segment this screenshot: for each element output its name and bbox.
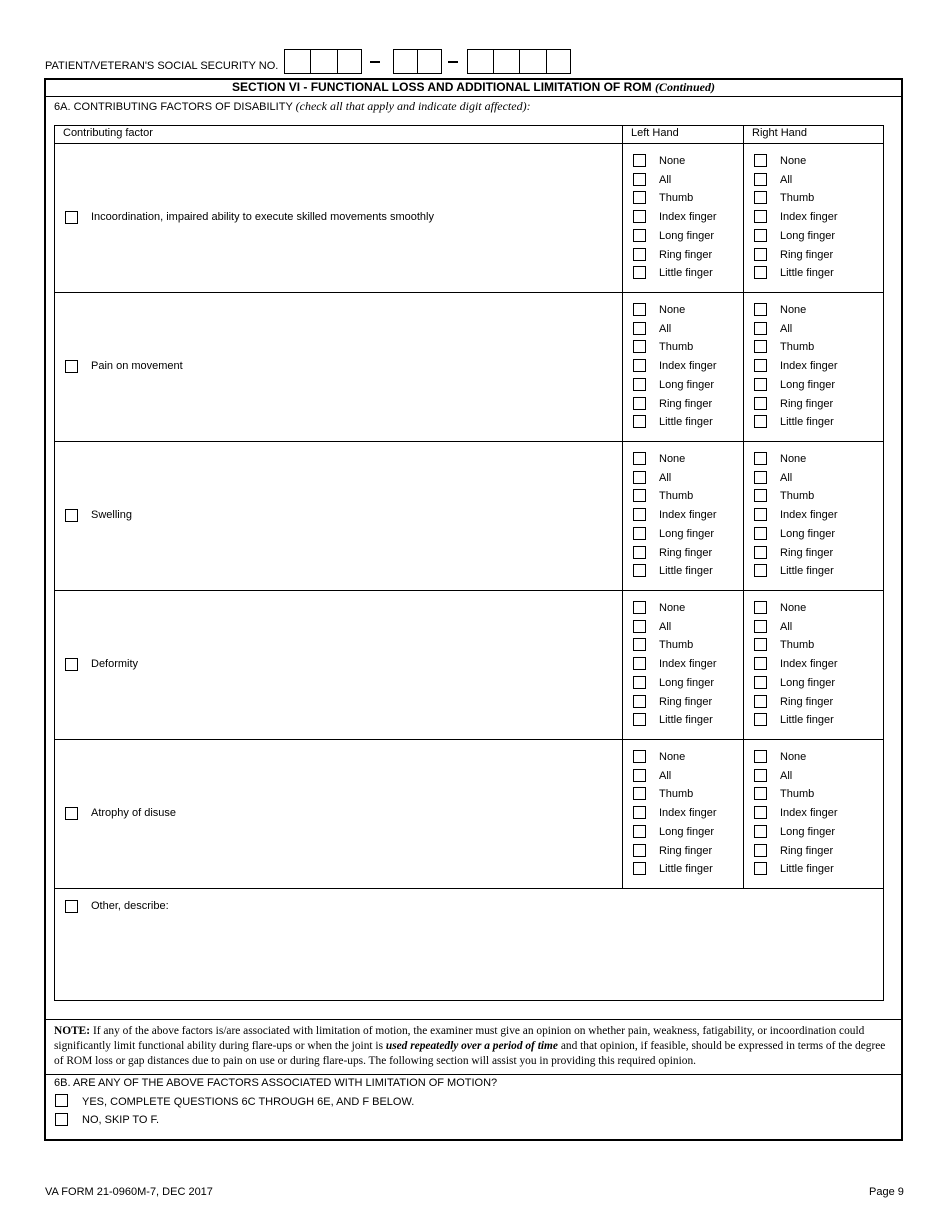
left-hand-digit-checkbox[interactable] [633, 750, 646, 763]
right-hand-digit-label: Little finger [780, 416, 834, 429]
right-hand-digit-checkbox[interactable] [754, 173, 767, 186]
right-hand-digit-checkbox[interactable] [754, 638, 767, 651]
table-header-divider [54, 143, 884, 144]
right-hand-digit-label: All [780, 173, 793, 186]
right-hand-digit-label: Thumb [780, 490, 815, 503]
right-hand-digit-label: None [780, 304, 807, 316]
left-hand-digit-checkbox[interactable] [633, 657, 646, 670]
left-hand-digit-label: Little finger [659, 267, 713, 280]
right-hand-digit-checkbox[interactable] [754, 620, 767, 633]
right-hand-digit-label: Thumb [780, 639, 815, 652]
right-hand-digit-label: Index finger [780, 211, 838, 224]
left-hand-digit-label: Ring finger [659, 397, 713, 410]
factor-label: Atrophy of disuse [91, 806, 176, 819]
left-hand-digit-checkbox[interactable] [633, 229, 646, 242]
left-hand-digit-checkbox[interactable] [633, 564, 646, 577]
right-hand-digit-label: Ring finger [780, 695, 834, 708]
right-hand-digit-label: Little finger [780, 565, 834, 578]
right-hand-digit-label: Thumb [780, 788, 815, 801]
left-hand-digit-checkbox[interactable] [633, 322, 646, 335]
right-hand-digit-label: None [780, 751, 807, 763]
q6a-label: 6A. CONTRIBUTING FACTORS OF DISABILITY [54, 101, 293, 113]
right-hand-digit-checkbox[interactable] [754, 415, 767, 428]
factor-label: Deformity [91, 657, 139, 670]
right-hand-digit-checkbox[interactable] [754, 452, 767, 465]
left-hand-digit-label: Index finger [659, 211, 717, 224]
right-hand-digit-checkbox[interactable] [754, 676, 767, 689]
left-hand-digit-label: None [659, 751, 686, 763]
right-hand-digit-label: All [780, 471, 793, 484]
row-divider [54, 590, 884, 591]
left-hand-digit-checkbox[interactable] [633, 508, 646, 521]
right-hand-digit-checkbox[interactable] [754, 713, 767, 726]
left-hand-digit-label: Index finger [659, 658, 717, 671]
right-hand-digit-label: Long finger [780, 229, 836, 242]
right-hand-digit-checkbox[interactable] [754, 862, 767, 875]
left-hand-digit-label: Ring finger [659, 248, 713, 261]
factor-checkbox[interactable] [65, 658, 78, 671]
left-hand-digit-checkbox[interactable] [633, 676, 646, 689]
left-hand-digit-label: Little finger [659, 863, 713, 876]
left-hand-digit-checkbox[interactable] [633, 471, 646, 484]
row-divider [54, 292, 884, 293]
note-paragraph [54, 1024, 894, 1069]
left-hand-digit-checkbox[interactable] [633, 713, 646, 726]
left-hand-digit-checkbox[interactable] [633, 340, 646, 353]
left-hand-digit-checkbox[interactable] [633, 173, 646, 186]
left-hand-digit-label: Little finger [659, 565, 713, 578]
right-hand-digit-checkbox[interactable] [754, 303, 767, 316]
right-hand-digit-checkbox[interactable] [754, 564, 767, 577]
right-hand-digit-label: All [780, 620, 793, 633]
section-title-text: SECTION VI - FUNCTIONAL LOSS AND ADDITIONAL LIMITATION OF ROM [232, 80, 652, 94]
q6b-no-label: NO, SKIP TO F. [82, 1114, 160, 1126]
left-hand-digit-label: Little finger [659, 714, 713, 727]
left-hand-digit-label: None [659, 453, 686, 465]
right-hand-digit-checkbox[interactable] [754, 546, 767, 559]
right-hand-digit-label: Index finger [780, 509, 838, 522]
left-hand-digit-label: All [659, 173, 672, 186]
note-lead: NOTE: [54, 1025, 91, 1037]
left-hand-digit-checkbox[interactable] [633, 695, 646, 708]
factor-checkbox[interactable] [65, 211, 78, 224]
note-emphasis: used repeatedly over a period of time [385, 1040, 558, 1052]
left-hand-digit-checkbox[interactable] [633, 489, 646, 502]
left-hand-digit-label: Index finger [659, 509, 717, 522]
right-hand-digit-checkbox[interactable] [754, 210, 767, 223]
left-hand-digit-label: Ring finger [659, 546, 713, 559]
left-hand-digit-label: Long finger [659, 825, 715, 838]
left-hand-digit-checkbox[interactable] [633, 546, 646, 559]
right-hand-digit-label: None [780, 155, 807, 167]
right-hand-digit-checkbox[interactable] [754, 322, 767, 335]
left-hand-digit-label: Index finger [659, 360, 717, 373]
left-hand-digit-label: All [659, 620, 672, 633]
left-hand-digit-checkbox[interactable] [633, 825, 646, 838]
row-divider [54, 739, 884, 740]
left-hand-digit-label: Thumb [659, 341, 694, 354]
right-hand-digit-checkbox[interactable] [754, 844, 767, 857]
left-hand-digit-label: Long finger [659, 229, 715, 242]
right-hand-digit-checkbox[interactable] [754, 657, 767, 670]
right-hand-digit-checkbox[interactable] [754, 601, 767, 614]
other-checkbox[interactable] [65, 900, 78, 913]
left-hand-digit-checkbox[interactable] [633, 806, 646, 819]
ssn-dash-1 [370, 61, 380, 63]
factor-label: Swelling [91, 508, 132, 521]
left-hand-digit-checkbox[interactable] [633, 527, 646, 540]
right-hand-digit-checkbox[interactable] [754, 508, 767, 521]
left-hand-digit-label: None [659, 155, 686, 167]
row-divider [54, 888, 884, 889]
left-hand-digit-label: All [659, 769, 672, 782]
right-hand-digit-label: Long finger [780, 527, 836, 540]
header-right-hand: Right Hand [752, 127, 808, 139]
right-hand-digit-checkbox[interactable] [754, 750, 767, 763]
right-hand-digit-checkbox[interactable] [754, 471, 767, 484]
right-hand-digit-checkbox[interactable] [754, 340, 767, 353]
right-hand-digit-label: Little finger [780, 863, 834, 876]
right-hand-digit-checkbox[interactable] [754, 191, 767, 204]
left-hand-digit-checkbox[interactable] [633, 397, 646, 410]
section-title-divider [45, 96, 902, 97]
left-hand-digit-label: Long finger [659, 527, 715, 540]
left-hand-digit-checkbox[interactable] [633, 620, 646, 633]
right-hand-digit-checkbox[interactable] [754, 397, 767, 410]
row-divider [54, 441, 884, 442]
note-divider-top [45, 1019, 902, 1020]
q6a-instruction: (check all that apply and indicate digit affected): [295, 99, 531, 113]
left-hand-digit-label: Thumb [659, 490, 694, 503]
right-hand-digit-checkbox[interactable] [754, 527, 767, 540]
q6b-question: 6B. ARE ANY OF THE ABOVE FACTORS ASSOCIATED WITH LIMITATION OF MOTION? [54, 1077, 498, 1089]
factor-checkbox[interactable] [65, 360, 78, 373]
left-hand-digit-checkbox[interactable] [633, 769, 646, 782]
left-hand-digit-label: Long finger [659, 378, 715, 391]
section-title [45, 80, 902, 94]
left-hand-digit-checkbox[interactable] [633, 210, 646, 223]
right-hand-digit-label: Long finger [780, 378, 836, 391]
right-hand-digit-checkbox[interactable] [754, 825, 767, 838]
left-hand-digit-checkbox[interactable] [633, 191, 646, 204]
q6b-no-checkbox[interactable] [55, 1113, 68, 1126]
left-hand-digit-label: Long finger [659, 676, 715, 689]
left-hand-digit-label: All [659, 471, 672, 484]
ssn-part3-field[interactable] [467, 49, 571, 74]
right-hand-digit-label: All [780, 769, 793, 782]
right-hand-digit-label: All [780, 322, 793, 335]
right-hand-digit-checkbox[interactable] [754, 378, 767, 391]
left-hand-digit-checkbox[interactable] [633, 862, 646, 875]
right-hand-digit-label: Index finger [780, 658, 838, 671]
right-hand-digit-label: None [780, 453, 807, 465]
left-hand-digit-label: Index finger [659, 807, 717, 820]
table-col-divider-right [743, 125, 744, 889]
header-contributing-factor: Contributing factor [63, 127, 153, 139]
right-hand-digit-label: None [780, 602, 807, 614]
ssn-part2-field[interactable] [393, 49, 442, 74]
right-hand-digit-checkbox[interactable] [754, 489, 767, 502]
right-hand-digit-label: Ring finger [780, 844, 834, 857]
right-hand-digit-label: Index finger [780, 360, 838, 373]
footer-page-number: Page 9 [869, 1186, 904, 1198]
left-hand-digit-checkbox[interactable] [633, 452, 646, 465]
left-hand-digit-checkbox[interactable] [633, 248, 646, 261]
right-hand-digit-label: Index finger [780, 807, 838, 820]
left-hand-digit-checkbox[interactable] [633, 787, 646, 800]
left-hand-digit-checkbox[interactable] [633, 638, 646, 651]
other-label: Other, describe: [91, 900, 169, 912]
right-hand-digit-checkbox[interactable] [754, 695, 767, 708]
right-hand-digit-label: Ring finger [780, 397, 834, 410]
left-hand-digit-checkbox[interactable] [633, 154, 646, 167]
right-hand-digit-checkbox[interactable] [754, 154, 767, 167]
left-hand-digit-checkbox[interactable] [633, 601, 646, 614]
right-hand-digit-checkbox[interactable] [754, 806, 767, 819]
left-hand-digit-label: Thumb [659, 192, 694, 205]
q6a-heading [54, 100, 531, 114]
section-title-suffix: (Continued) [654, 80, 715, 94]
right-hand-digit-label: Thumb [780, 341, 815, 354]
factor-checkbox[interactable] [65, 509, 78, 522]
right-hand-digit-label: Thumb [780, 192, 815, 205]
right-hand-digit-label: Little finger [780, 267, 834, 280]
note-part1: If any of the above factors is/are associated with limitation of motion, the examiner must give an opinion on whether pain, weakness, fatigability, or incoordination could significantly limit functional ability during flare-ups or when the joint is [54, 1025, 865, 1052]
left-hand-digit-label: None [659, 602, 686, 614]
right-hand-digit-checkbox[interactable] [754, 359, 767, 372]
left-hand-digit-checkbox[interactable] [633, 378, 646, 391]
right-hand-digit-checkbox[interactable] [754, 229, 767, 242]
left-hand-digit-checkbox[interactable] [633, 844, 646, 857]
left-hand-digit-label: None [659, 304, 686, 316]
right-hand-digit-label: Little finger [780, 714, 834, 727]
factor-label: Pain on movement [91, 359, 183, 372]
header-left-hand: Left Hand [631, 127, 679, 139]
footer-form-number: VA FORM 21-0960M-7, DEC 2017 [45, 1186, 213, 1198]
left-hand-digit-checkbox[interactable] [633, 415, 646, 428]
left-hand-digit-checkbox[interactable] [633, 303, 646, 316]
q6b-yes-checkbox[interactable] [55, 1094, 68, 1107]
right-hand-digit-checkbox[interactable] [754, 266, 767, 279]
ssn-dash-2 [448, 61, 458, 63]
note-part2: and that opinion, if feasible, should be expressed in terms of the degree of ROM loss or gap distances due to pain on use or during flare-ups. The following section will assist you in providing this required opinion. [54, 1040, 886, 1067]
table-col-divider-left [622, 125, 623, 889]
left-hand-digit-checkbox[interactable] [633, 359, 646, 372]
factor-label: Incoordination, impaired ability to execute skilled movements smoothly [91, 210, 434, 223]
left-hand-digit-label: Thumb [659, 639, 694, 652]
right-hand-digit-label: Ring finger [780, 248, 834, 261]
left-hand-digit-label: Ring finger [659, 844, 713, 857]
factor-checkbox[interactable] [65, 807, 78, 820]
right-hand-digit-checkbox[interactable] [754, 248, 767, 261]
left-hand-digit-label: Thumb [659, 788, 694, 801]
right-hand-digit-label: Long finger [780, 676, 836, 689]
right-hand-digit-label: Ring finger [780, 546, 834, 559]
note-divider-bottom [45, 1074, 902, 1075]
ssn-label: PATIENT/VETERAN'S SOCIAL SECURITY NO. [45, 60, 279, 72]
left-hand-digit-label: All [659, 322, 672, 335]
right-hand-digit-label: Long finger [780, 825, 836, 838]
left-hand-digit-label: Little finger [659, 416, 713, 429]
left-hand-digit-label: Ring finger [659, 695, 713, 708]
ssn-part1-field[interactable] [284, 49, 362, 74]
right-hand-digit-checkbox[interactable] [754, 787, 767, 800]
q6b-yes-label: YES, COMPLETE QUESTIONS 6C THROUGH 6E, AND F BELOW. [82, 1096, 415, 1108]
right-hand-digit-checkbox[interactable] [754, 769, 767, 782]
left-hand-digit-checkbox[interactable] [633, 266, 646, 279]
